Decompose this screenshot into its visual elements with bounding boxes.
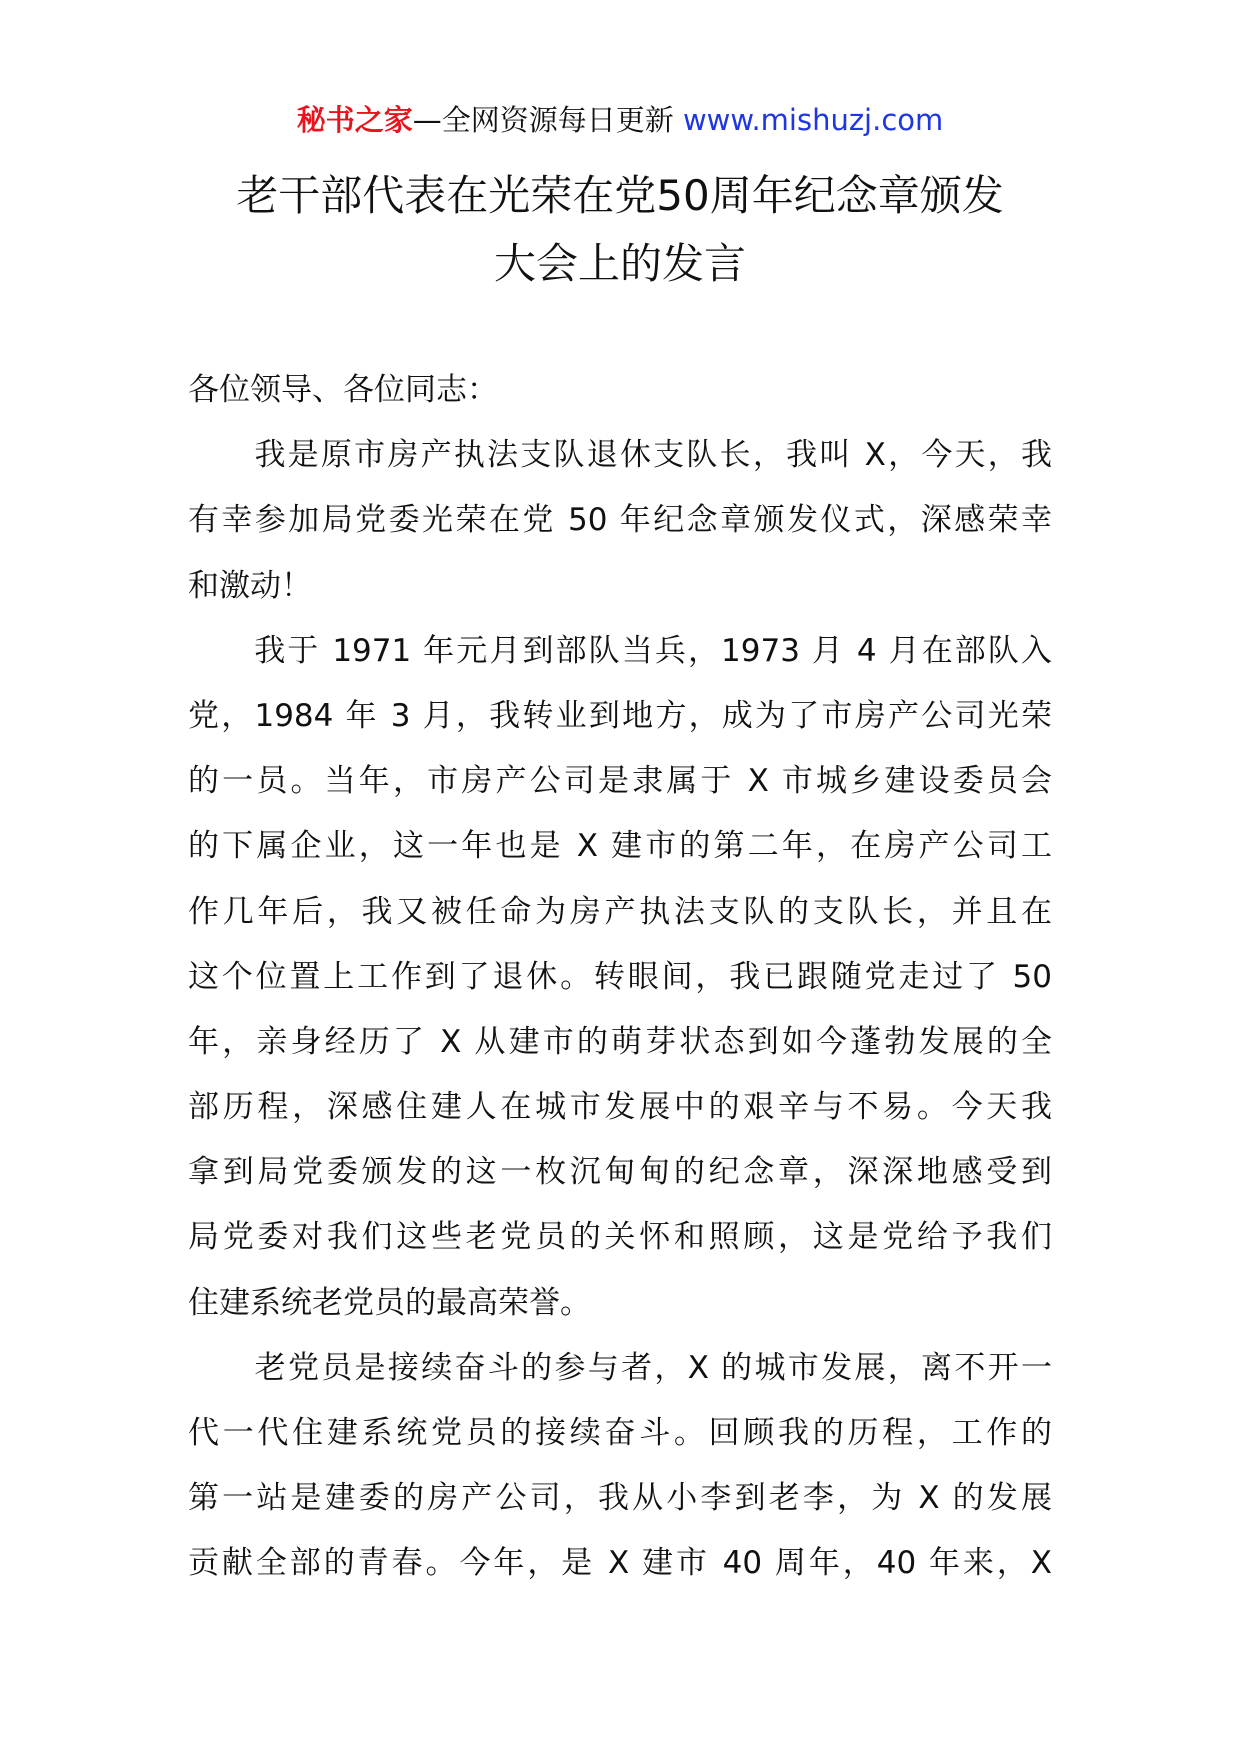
body-line: 第一站是建委的房产公司，我从小李到老李，为 X 的发展	[188, 1480, 1052, 1517]
body-line: 局党委对我们这些老党员的关怀和照顾，这是党给予我们	[188, 1219, 1052, 1256]
body-line: 这个位置上工作到了退休。转眼间，我已跟随党走过了 50	[188, 958, 1052, 995]
body-line: 的下属企业，这一年也是 X 建市的第二年，在房产公司工	[188, 828, 1052, 865]
body-line: 我于 1971 年元月到部队当兵，1973 月 4 月在部队入	[188, 632, 1052, 669]
body-line: 党，1984 年 3 月，我转业到地方，成为了市房产公司光荣	[188, 697, 1052, 734]
title-line-1: 老干部代表在光荣在党50周年纪念章颁发	[236, 171, 1004, 220]
body-line: 代一代住建系统党员的接续奋斗。回顾我的历程，工作的	[188, 1415, 1052, 1451]
brand-name: 秘书之家	[296, 103, 413, 137]
body-line: 住建系统老党员的最高荣誉。	[188, 1284, 591, 1321]
title-line-2: 大会上的发言	[493, 239, 746, 288]
body-line: 和激动！	[188, 567, 312, 604]
header-tagline: —全网资源每日更新	[412, 103, 683, 137]
body-line: 拿到局党委颁发的这一枚沉甸甸的纪念章，深深地感受到	[188, 1154, 1052, 1191]
body-line: 的一员。当年，市房产公司是隶属于 X 市城乡建设委员会	[188, 763, 1052, 800]
body-line: 年，亲身经历了 X 从建市的萌芽状态到如今蓬勃发展的全	[188, 1023, 1052, 1060]
body-line: 老党员是接续奋斗的参与者，X 的城市发展，离不开一	[188, 1349, 1052, 1386]
body-line: 我是原市房产执法支队退休支队长，我叫 X，今天，我	[188, 437, 1052, 474]
site-header	[0, 100, 1240, 140]
salutation: 各位领导、各位同志：	[188, 372, 498, 408]
document-title	[150, 162, 1090, 298]
body-line: 作几年后，我又被任命为房产执法支队的支队长，并且在	[188, 893, 1052, 930]
body-line: 贡献全部的青春。今年，是 X 建市 40 周年，40 年来，X	[188, 1545, 1052, 1582]
site-url-link[interactable]: www.mishuzj.com	[682, 103, 944, 137]
document-body	[188, 358, 1052, 1597]
body-line: 有幸参加局党委光荣在党 50 年纪念章颁发仪式，深感荣幸	[188, 502, 1052, 539]
body-line: 部历程，深感住建人在城市发展中的艰辛与不易。今天我	[188, 1089, 1052, 1126]
